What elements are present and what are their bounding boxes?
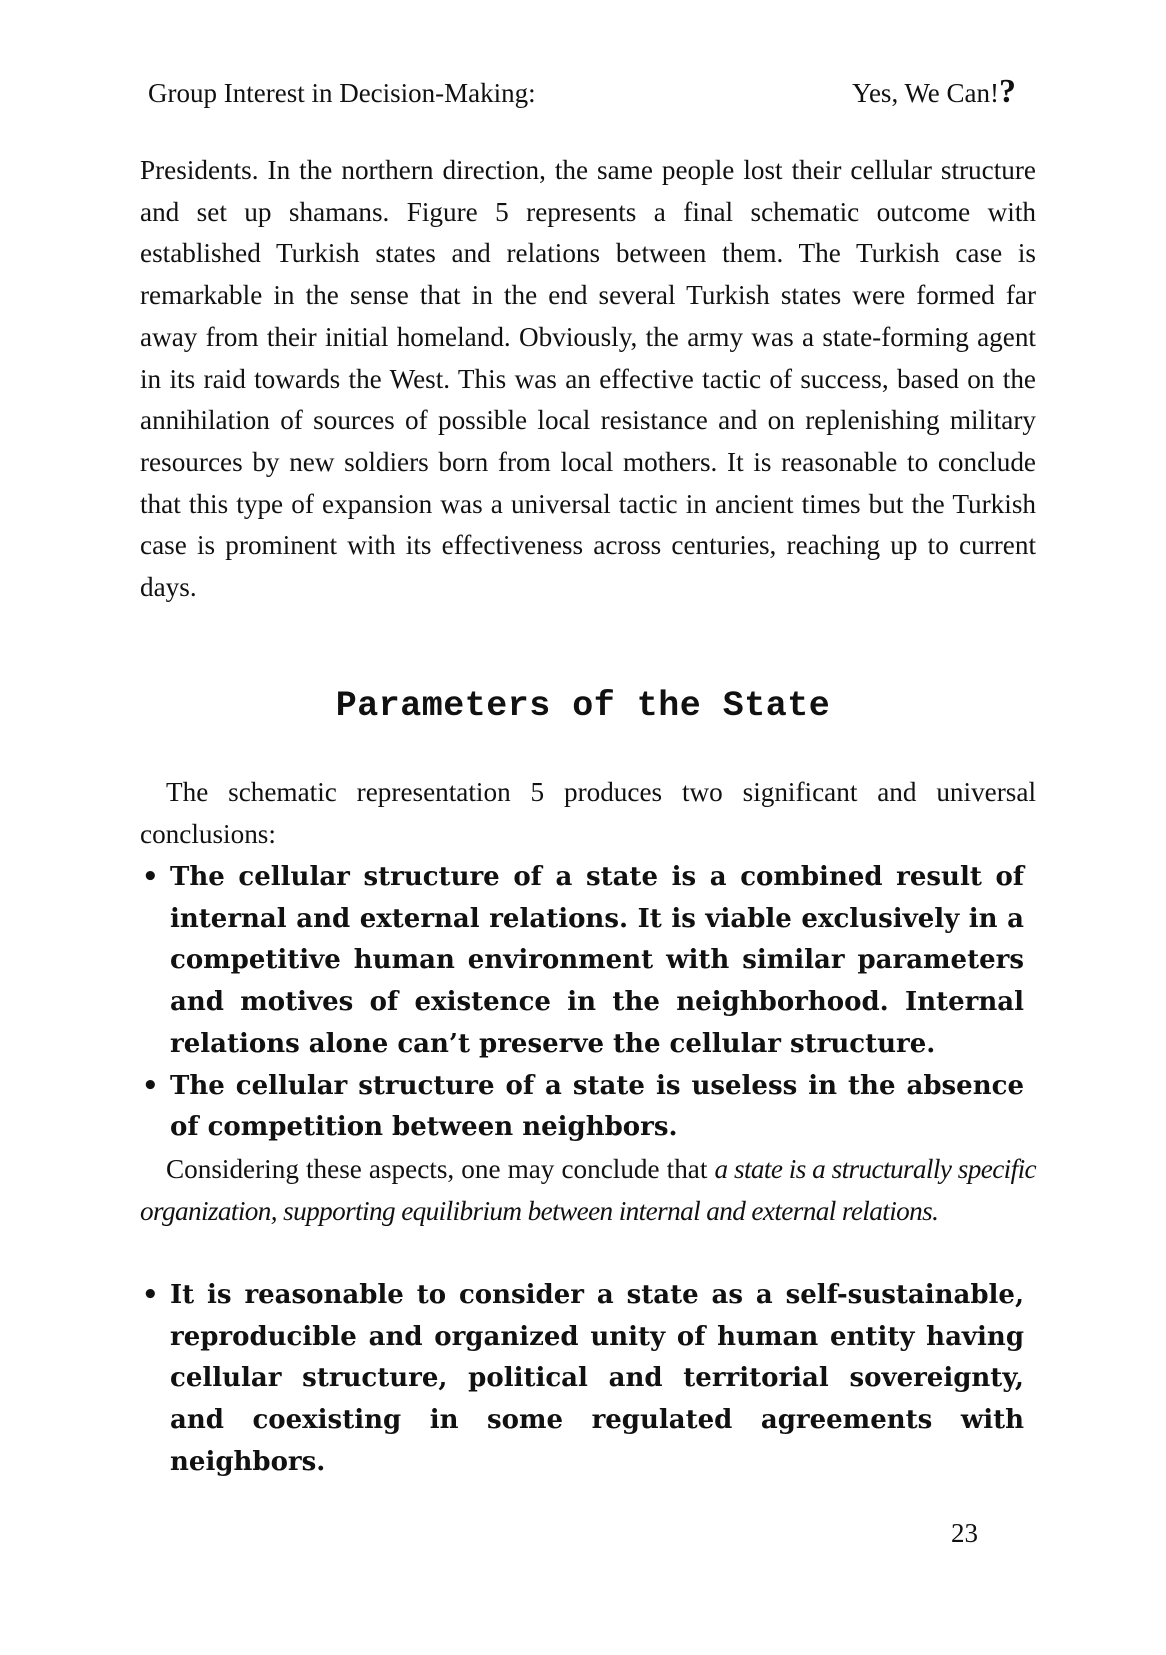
header-book-title: Group Interest in Decision-Making: <box>148 78 536 108</box>
list-item <box>140 1275 1024 1484</box>
bullet-icon: • <box>142 1070 159 1101</box>
bullet-icon: • <box>142 862 159 892</box>
list-item <box>140 857 1024 1066</box>
body-paragraph-3 <box>140 1149 1036 1232</box>
header-question-mark: ? <box>999 73 1016 110</box>
header-book-subtitle <box>852 73 1016 110</box>
list-item-text: The cellular structure of a state is a combined result of internal and external relations. It is viable exclusively in a competitive human environment with similar parameters and motives of existence in the neighborhood. Internal relations alone can’t preserve the cellular structure. <box>170 862 1024 1059</box>
header-subtitle-text: Yes, We Can! <box>852 78 999 108</box>
definition-list <box>140 1275 1024 1484</box>
list-item-text: It is reasonable to consider a state as a self-sustainable, reproducible and organized unity of human entity having cellular structure, political and territorial sovereignty, and coexisting in some regulated agreements with neighbors. <box>170 1280 1024 1477</box>
conclusion-list <box>140 857 1024 1149</box>
list-item-text: The cellular structure of a state is useless in the absence of competition between neighbors. <box>170 1070 1024 1143</box>
section-heading: Parameters of the State <box>335 686 831 726</box>
bullet-icon: • <box>142 1280 159 1310</box>
paragraph-3-lead: Considering these aspects, one may conclude that <box>166 1154 715 1184</box>
page-number: 23 <box>951 1518 978 1548</box>
body-paragraph-1: Presidents. In the northern direction, the same people lost their cellular structure and set up shamans. Figure 5 represents a final schematic outcome with established Turkish states and relations between them. The Turkish case is remarkable in the sense that in the end several Turkish states were formed far away from their initial homeland. Obviously, the army was a state-forming agent in its raid towards the West. This was an effective tactic of success, based on the annihilation of sources of possible local resistance and on replenishing military resources by new soldiers born from local mothers. It is reasonable to conclude that this type of expansion was a universal tactic in ancient times but the Turkish case is prominent with its effectiveness across centuries, reaching up to current days. <box>140 155 1036 603</box>
list-item <box>140 1066 1024 1149</box>
state-definition-italic: a state is a structurally specific organization, supporting equilibrium between internal and external relations. <box>140 1154 1036 1226</box>
body-paragraph-2: The schematic representation 5 produces two significant and universal conclusions: <box>140 777 1036 849</box>
running-header <box>148 72 1016 112</box>
